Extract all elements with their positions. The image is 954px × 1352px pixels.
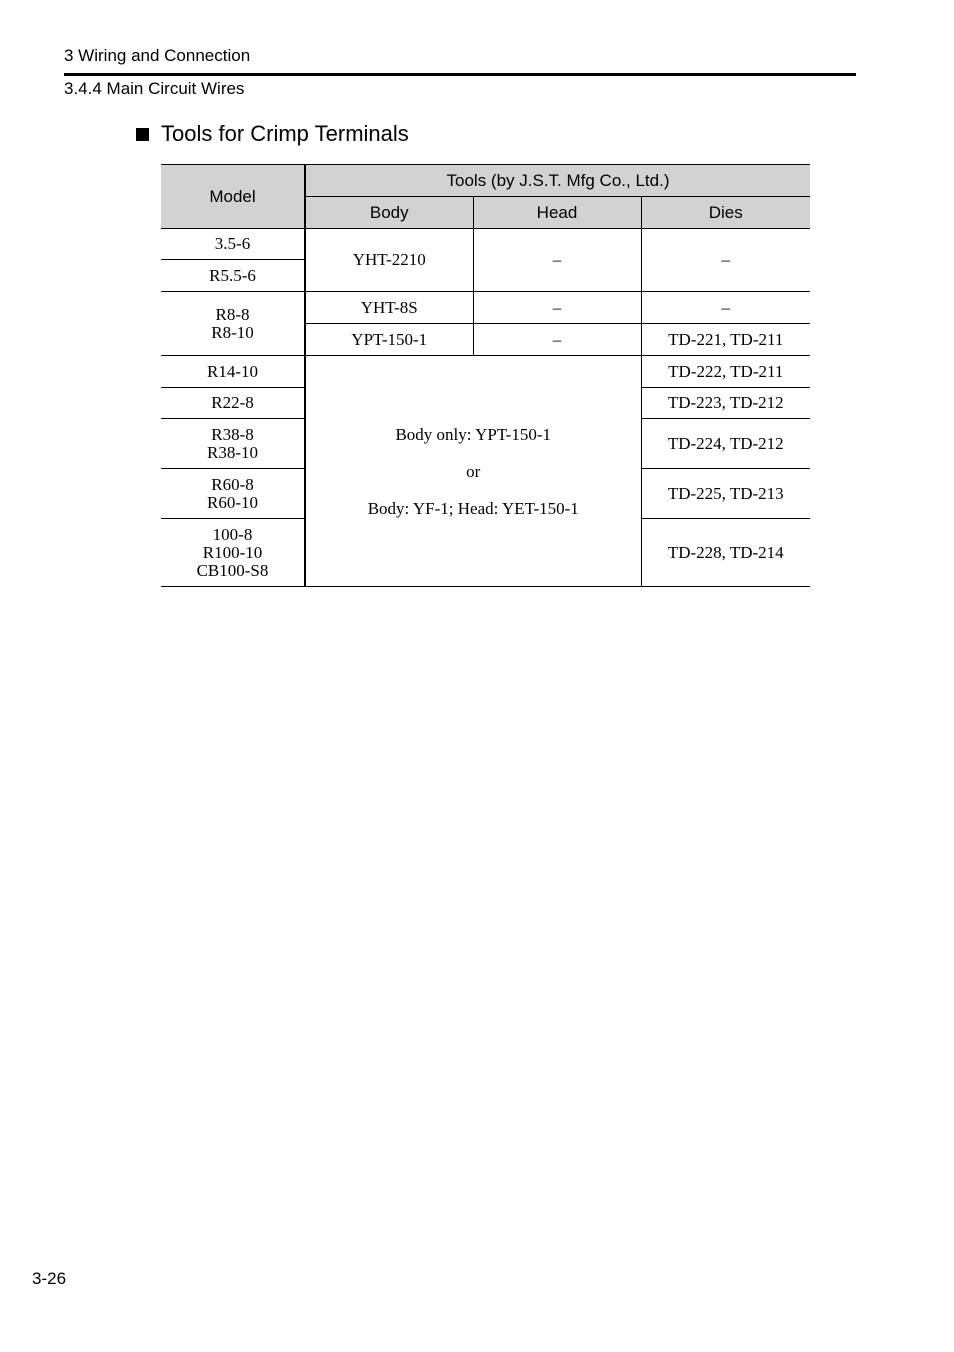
model-line: R100-10 [202, 542, 263, 562]
col-header-tools: Tools (by J.S.T. Mfg Co., Ltd.) [305, 165, 810, 197]
body-cell: YHT-2210 [305, 229, 473, 292]
dies-cell: TD-228, TD-214 [641, 519, 810, 587]
model-line: R38-8 [211, 424, 254, 444]
head-cell: – [473, 324, 641, 356]
model-line: R60-10 [207, 492, 258, 512]
dies-cell: – [641, 229, 810, 292]
head-cell: – [473, 292, 641, 324]
dies-cell: TD-224, TD-212 [641, 419, 810, 469]
crimp-tools-table [161, 164, 810, 587]
body-cell: YHT-8S [305, 292, 473, 324]
header-rule [64, 73, 856, 76]
model-line: 100-8 [212, 524, 253, 544]
section-heading [136, 121, 409, 147]
dies-cell: TD-221, TD-211 [641, 324, 810, 356]
model-line: R8-10 [211, 322, 254, 342]
merged-line: Body: YF-1; Head: YET-150-1 [367, 498, 579, 518]
body-cell: YPT-150-1 [305, 324, 473, 356]
col-header-dies: Dies [641, 197, 810, 229]
model-cell: R5.5-6 [161, 260, 305, 292]
model-cell: R14-10 [161, 356, 305, 388]
model-cell [161, 469, 305, 519]
dies-cell: TD-223, TD-212 [641, 388, 810, 419]
model-cell: 3.5-6 [161, 229, 305, 260]
section-header: 3.4.4 Main Circuit Wires [64, 79, 245, 98]
heading-text: Tools for Crimp Terminals [161, 121, 409, 146]
model-line: CB100-S8 [196, 560, 269, 580]
model-cell [161, 292, 305, 356]
model-line: R60-8 [211, 474, 254, 494]
model-cell [161, 419, 305, 469]
col-header-model: Model [161, 165, 305, 229]
merged-line: Body only: YPT-150-1 [395, 424, 552, 444]
head-cell: – [473, 229, 641, 292]
merged-tools-cell [305, 356, 641, 587]
dies-cell: – [641, 292, 810, 324]
chapter-header: 3 Wiring and Connection [64, 46, 251, 65]
model-cell: R22-8 [161, 388, 305, 419]
dies-cell: TD-225, TD-213 [641, 469, 810, 519]
merged-line: or [466, 461, 481, 481]
model-line: R38-10 [207, 442, 258, 462]
model-line: R8-8 [215, 304, 250, 324]
col-header-body: Body [305, 197, 473, 229]
dies-cell: TD-222, TD-211 [641, 356, 810, 388]
col-header-head: Head [473, 197, 641, 229]
page-number: 3-26 [32, 1269, 67, 1288]
square-bullet-icon [136, 128, 149, 141]
model-cell [161, 519, 305, 587]
